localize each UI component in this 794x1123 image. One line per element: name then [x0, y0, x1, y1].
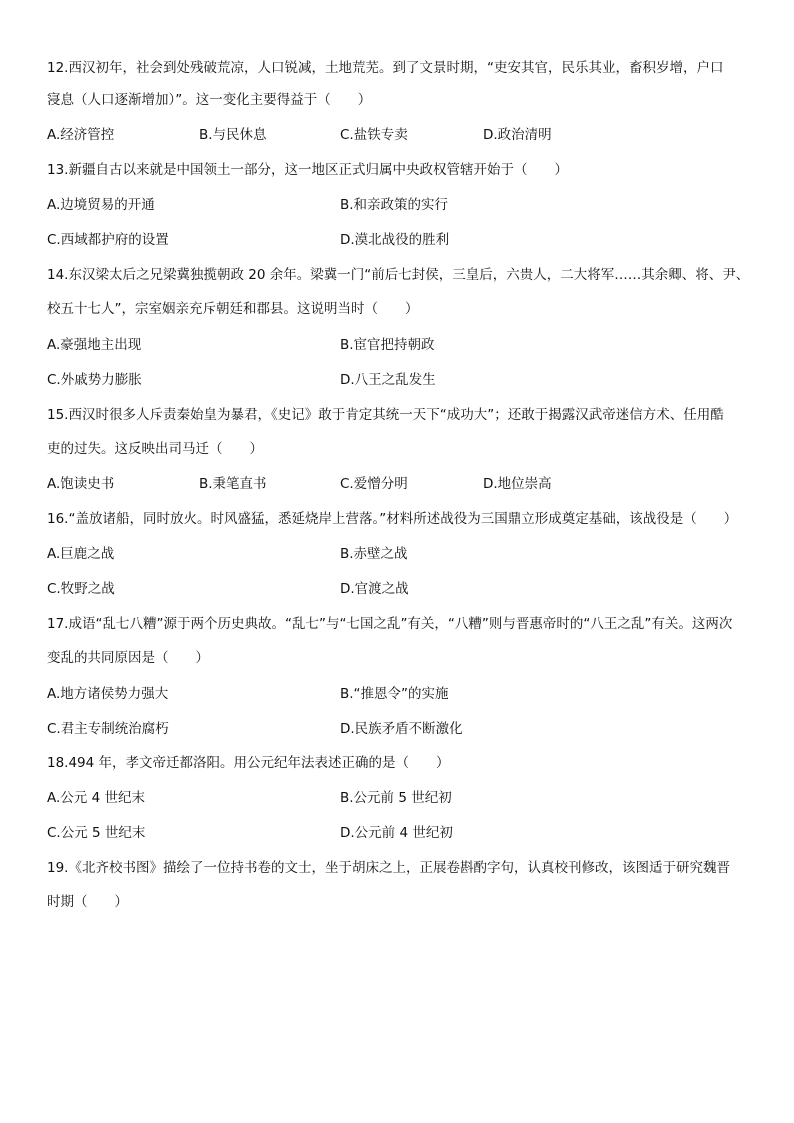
q16-option-a: A.巨鹿之战: [47, 546, 115, 562]
q13-stem-line-1: 13.新疆自古以来就是中国领土一部分，这一地区正式归属中央政权管辖开始于（ ）: [47, 162, 568, 178]
q15-stem-line-2: 吏的过失。这反映出司马迁（ ）: [47, 441, 263, 457]
q12-option-c: C.盐铁专卖: [340, 127, 408, 143]
q14-stem-line-1: 14.东汉梁太后之兄梁冀独揽朝政 20 余年。梁冀一门“前后七封侯，三皇后，六贵人，二大将军……其余卿、将、尹、: [47, 267, 750, 283]
q12-option-d: D.政治清明: [483, 127, 552, 143]
q15-option-d: D.地位崇高: [483, 476, 552, 492]
q12-option-b: B.与民休息: [199, 127, 267, 143]
q17-option-a: A.地方诸侯势力强大: [47, 686, 169, 702]
q19-stem-line-2: 时期（ ）: [47, 894, 128, 910]
q12-stem-line-1: 12.西汉初年，社会到处残破荒凉，人口锐减，土地荒芜。到了文景时期，“吏安其官，民乐其业，畜积岁增，户口: [47, 60, 724, 76]
q14-stem-line-2: 校五十七人”，宗室姻亲充斥朝廷和郡县。这说明当时（ ）: [47, 301, 419, 317]
q14-option-d: D.八王之乱发生: [340, 372, 436, 388]
q16-stem-line-1: 16.“盖放诸船，同时放火。时风盛猛，悉延烧岸上营落。”材料所述战役为三国鼎立形成奠定基础，该战役是（ ）: [47, 511, 738, 527]
q15-option-a: A.饱读史书: [47, 476, 115, 492]
q18-option-a: A.公元 4 世纪末: [47, 790, 145, 806]
q19-stem-line-1: 19.《北齐校书图》描绘了一位持书卷的文士，坐于胡床之上，正展卷斟酌字句，认真校刊修改，该图适于研究魏晋: [47, 860, 730, 876]
q15-stem-line-1: 15.西汉时很多人斥责秦始皇为暴君，《史记》敢于肯定其统一天下“成功大”；还敢于揭露汉武帝迷信方术、任用酷: [47, 407, 724, 423]
q13-option-c: C.西域都护府的设置: [47, 232, 169, 248]
q17-stem-line-2: 变乱的共同原因是（ ）: [47, 650, 209, 666]
q15-option-b: B.秉笔直书: [199, 476, 267, 492]
q18-stem-line-1: 18.494 年，孝文帝迁都洛阳。用公元纪年法表述正确的是（ ）: [47, 755, 450, 771]
q17-option-d: D.民族矛盾不断激化: [340, 721, 463, 737]
q15-option-c: C.爱憎分明: [340, 476, 408, 492]
q14-option-c: C.外戚势力膨胀: [47, 372, 142, 388]
q18-option-d: D.公元前 4 世纪初: [340, 825, 453, 841]
q16-option-d: D.官渡之战: [340, 581, 409, 597]
q18-option-c: C.公元 5 世纪末: [47, 825, 146, 841]
q17-option-b: B.“推恩令”的实施: [340, 686, 449, 702]
q16-option-c: C.牧野之战: [47, 581, 115, 597]
q12-option-a: A.经济管控: [47, 127, 115, 143]
q12-stem-line-2: 寖息（人口逐渐增加）”。这一变化主要得益于（ ）: [47, 92, 372, 108]
q18-option-b: B.公元前 5 世纪初: [340, 790, 452, 806]
q14-option-a: A.豪强地主出现: [47, 337, 142, 353]
q16-option-b: B.赤壁之战: [340, 546, 408, 562]
q17-stem-line-1: 17.成语“乱七八糟”源于两个历史典故。“乱七”与“七国之乱”有关，“八糟”则与晋惠帝时的“八王之乱”有关。这两次: [47, 616, 733, 632]
q14-option-b: B.宦官把持朝政: [340, 337, 435, 353]
q13-option-d: D.漠北战役的胜利: [340, 232, 450, 248]
q13-option-a: A.边境贸易的开通: [47, 197, 155, 213]
q17-option-c: C.君主专制统治腐朽: [47, 721, 169, 737]
q13-option-b: B.和亲政策的实行: [340, 197, 449, 213]
